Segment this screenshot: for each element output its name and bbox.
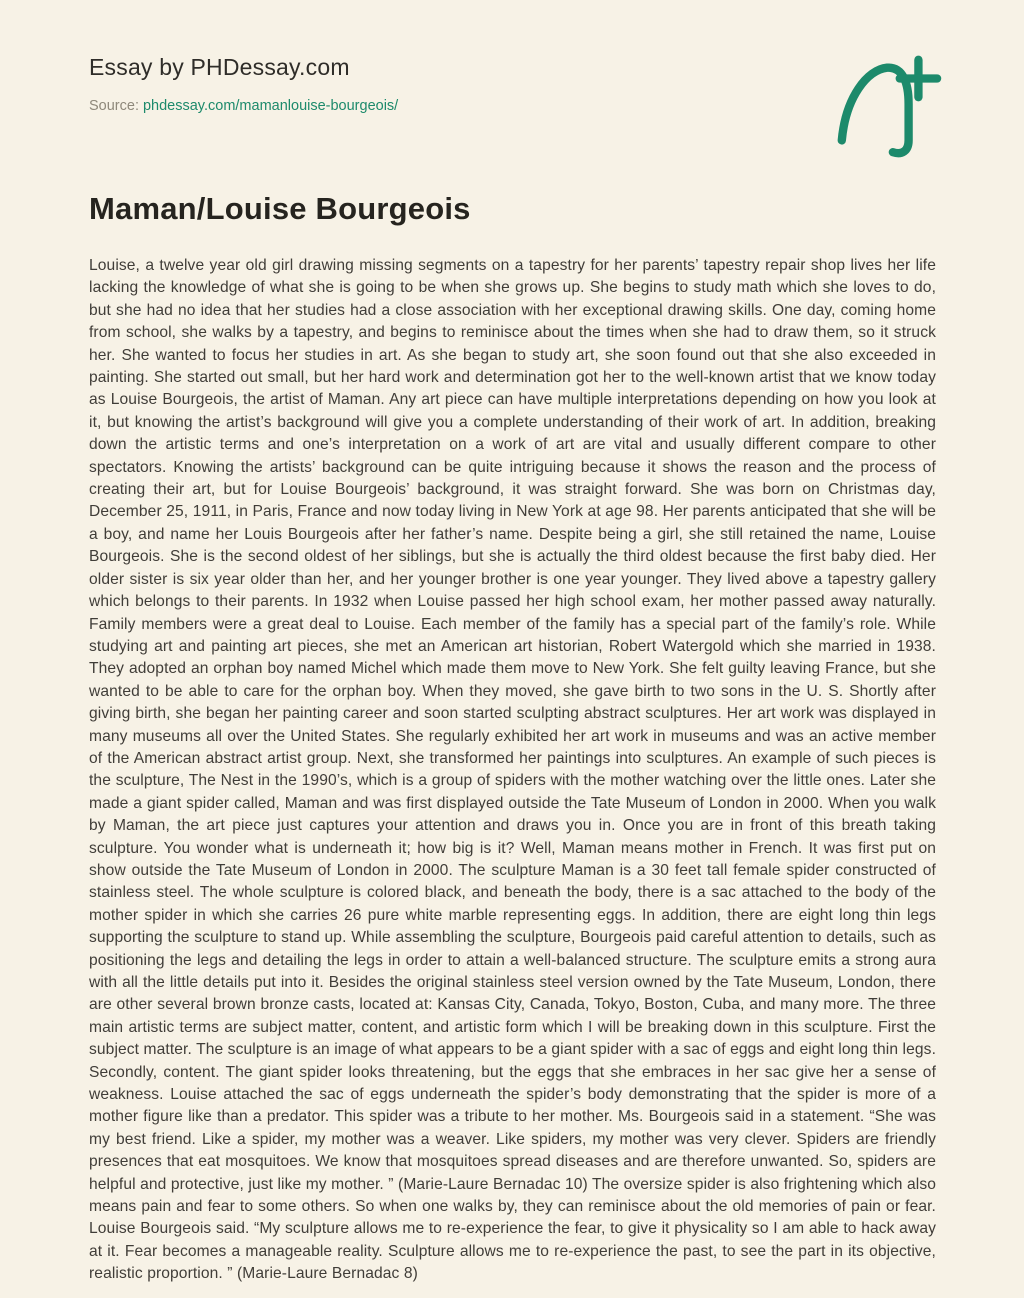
source-link[interactable]: phdessay.com/mamanlouise-bourgeois/ [142,98,399,114]
essay-body: Louise, a twelve year old girl drawing missing segments on a tapestry for her parents’ tapestry repair shop lives her life lacking the knowledge of what she is going to be when she grows up. She begins to study math which she loves to do, but she had no idea that her studies had a close association with her exceptional drawing skills. One day, coming home from school, she walks by a tapestry, and begins to reminisce about the times when she had to draw them, so it struck her. She wanted to focus her studies in art. As she began to study art, she soon found out that she also exceeded in painting. She started out small, but her hard work and determination got her to the well-known artist that we know today as Louise Bourgeois, the artist of Maman. Any art piece can have multiple interpretations depending on how you look at it, but knowing the artist’s background will give you a complete understanding of their work of art. In addition, breaking down the artistic terms and one’s interpretation on a work of art are vital and usually different compare to other spectators. Knowing the artists’ background can be quite intriguing because it shows the reason and the process of creating their art, but for Louise Bourgeois’ background, it was straight forward. She was born on Christmas day, December 25, 1911, in Paris, France and now today living in New York at age 98. Her parents anticipated that she will be a boy, and name her Louis Bourgeois after her father’s name. Despite being a girl, she still retained the name, Louise Bourgeois. She is the second oldest of her siblings, but she is actually the third oldest because the first baby died. Her older sister is six year older than her, and her younger brother is one year younger. They lived above a tapestry gallery which belongs to their parents. In 1932 when Louise passed her high school exam, her mother passed away naturally. Family members were a great deal to Louise. Each member of the family has a special part of the family’s role. While studying art and painting art pieces, she met an American art historian, Robert Watergold which she married in 1938. They adopted an orphan boy named Michel which made them move to New York. She felt guilty leaving France, but she wanted to be able to care for the orphan boy. When they moved, she gave birth to two sons in the U. S. Shortly after giving birth, she began her painting career and soon started sculpting abstract sculptures. Her art work was displayed in many museums all over the United States. She regularly exhibited her art work in museums and was an active member of the American abstract artist group. Next, she transformed her paintings into sculptures. An example of such pieces is the sculpture, The Nest in the 1990’s, which is a group of spiders with the mother watching over the little ones. Later she made a giant spider called, Maman and was first displayed outside the Tate Museum of London in 2000. When you walk by Maman, the art piece just captures your attention and draws you in. Once you are in front of this breath taking sculpture. You wonder what is underneath it; how big is it? Well, Maman means mother in French. It was first put on show outside the Tate Museum of London in 2000. The sculpture Maman is a 30 feet tall female spider constructed of stainless steel. The whole sculpture is colored black, and beneath the body, there is a sac attached to the body of the mother spider in which she carries 26 pure white marble representing eggs. In addition, there are eight long thin legs supporting the sculpture to stand up. While assembling the sculpture, Bourgeois paid careful attention to details, such as positioning the legs and detailing the legs in order to attain a well-balanced structure. The sculpture emits a strong aura with all the little details put into it. Besides the original stainless steel version owned by the Tate Museum, London, there are other several brown bronze casts, located at: Kansas City, Canada, Tokyo, Boston, Cuba, and many more. The three main artistic terms are subject matter, content, and artistic form which I will be breaking down in this sculpture. First the subject matter. The sculpture is an image of what appears to be a giant spider with a sac of eggs and eight long thin legs. Secondly, content. The giant spider looks threatening, but the eggs that she embraces in her sac give her a sense of weakness. Louise attached the sac of eggs underneath the spider’s body demonstrating that the spider is more of a mother figure like than a predator. This spider was a tribute to her mother. Ms. Bourgeois said in a statement. “She was my best friend. Like a spider, my mother was a weaver. Like spiders, my mother was very clever. Spiders are friendly presences that eat mosquitoes. We know that mosquitoes spread diseases and are therefore unwanted. So, spiders are helpful and protective, just like my mother. ” (Marie-Laure Bernadac 10) The oversize spider is also frightening which also means pain and fear to some others. So when one walks by, they can reminisce about the old memories of pain or fear. Louise Bourgeois said. “My sculpture allows me to re-experience the fear, to give it physicality so I am able to hack away at it. Fear becomes a manageable reality. Sculpture allows me to re-experience the past, to see the part in its objective, realistic proportion. ” (Marie-Laure Bernadac 8) [89,257,936,1283]
source-label: Source: [89,98,139,114]
page-header [89,52,936,116]
phdessay-a-plus-logo-icon [830,50,942,162]
essay-title: Maman/Louise Bourgeois [89,191,471,226]
essay-content [89,190,936,1286]
byline: Essay by PHDessay.com [89,54,350,80]
source-line [89,96,936,116]
